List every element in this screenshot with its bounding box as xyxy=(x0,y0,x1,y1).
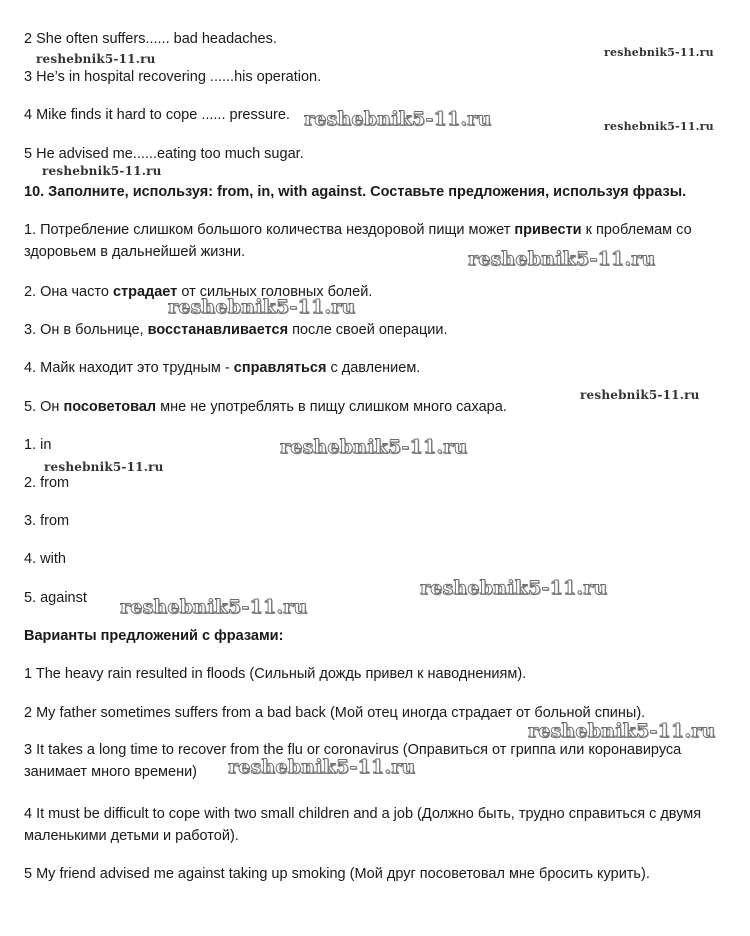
answer-item: 3. from xyxy=(24,513,70,529)
watermark: reshebnik5-11.ru xyxy=(120,596,308,618)
answer-item: 5. against xyxy=(24,590,87,606)
variant-sentence: 3 It takes a long time to recover from the flu or coronavirus (Оправиться от гриппа или коронавируса занимает много времени) xyxy=(24,742,682,780)
watermark: reshebnik5-11.ru xyxy=(280,436,468,458)
watermark: reshebnik5-11.ru xyxy=(604,120,714,133)
answer-item: 2. from xyxy=(24,475,70,491)
exercise-item: 2 She often suffers...... bad headaches. xyxy=(24,31,277,47)
watermark: reshebnik5-11.ru xyxy=(604,46,714,59)
translation-item: 5. Он посоветовал мне не употреблять в пищу слишком много сахара. xyxy=(24,399,507,415)
variant-sentence: 5 My friend advised me against taking up smoking (Мой друг посоветовал мне бросить курить). xyxy=(24,866,650,882)
answer-item: 1. in xyxy=(24,437,52,453)
watermark: reshebnik5-11.ru xyxy=(528,720,716,742)
key-verb: восстанавливается xyxy=(147,322,289,338)
watermark: reshebnik5-11.ru xyxy=(36,52,156,66)
watermark: reshebnik5-11.ru xyxy=(228,756,416,778)
exercise-item: 4 Mike finds it hard to cope ...... pressure. xyxy=(24,107,290,123)
exercise-item: 5 He advised me......eating too much sugar. xyxy=(24,146,304,162)
watermark: reshebnik5-11.ru xyxy=(42,164,162,178)
variant-sentence: 1 The heavy rain resulted in floods (Сильный дождь привел к наводнениям). xyxy=(24,666,527,682)
translation-item: 3. Он в больнице, восстанавливается после своей операции. xyxy=(24,322,448,338)
watermark: reshebnik5-11.ru xyxy=(304,108,492,130)
watermark: reshebnik5-11.ru xyxy=(168,296,356,318)
key-verb: справляться xyxy=(233,360,327,376)
variant-sentence: 2 My father sometimes suffers from a bad back (Мой отец иногда страдает от больной спины). xyxy=(24,705,646,721)
key-verb: страдает xyxy=(112,284,178,300)
watermark: reshebnik5-11.ru xyxy=(580,388,700,402)
key-verb: посоветовал xyxy=(63,399,157,415)
answer-item: 4. with xyxy=(24,551,66,567)
watermark: reshebnik5-11.ru xyxy=(420,577,608,599)
watermark: reshebnik5-11.ru xyxy=(44,460,164,474)
exercise-heading: 10. Заполните, используя: from, in, with against. Составьте предложения, используя фразы. xyxy=(24,184,687,200)
key-verb: привести xyxy=(514,222,582,238)
translation-item: 2. Она часто страдает от сильных головных болей. xyxy=(24,284,373,300)
variants-heading: Варианты предложений с фразами: xyxy=(24,628,284,644)
exercise-item: 3 He’s in hospital recovering ......his operation. xyxy=(24,69,322,85)
translation-item: 4. Майк находит это трудным - справляться с давлением. xyxy=(24,360,421,376)
watermark: reshebnik5-11.ru xyxy=(468,248,656,270)
variant-sentence: 4 It must be difficult to cope with two small children and a job (Должно быть, трудно справиться с двумя маленькими детьми и работой). xyxy=(24,806,702,844)
translation-item: 1. Потребление слишком большого количества нездоровой пищи может привести к проблемам со здоровьем в дальнейшей жизни. xyxy=(24,222,692,260)
